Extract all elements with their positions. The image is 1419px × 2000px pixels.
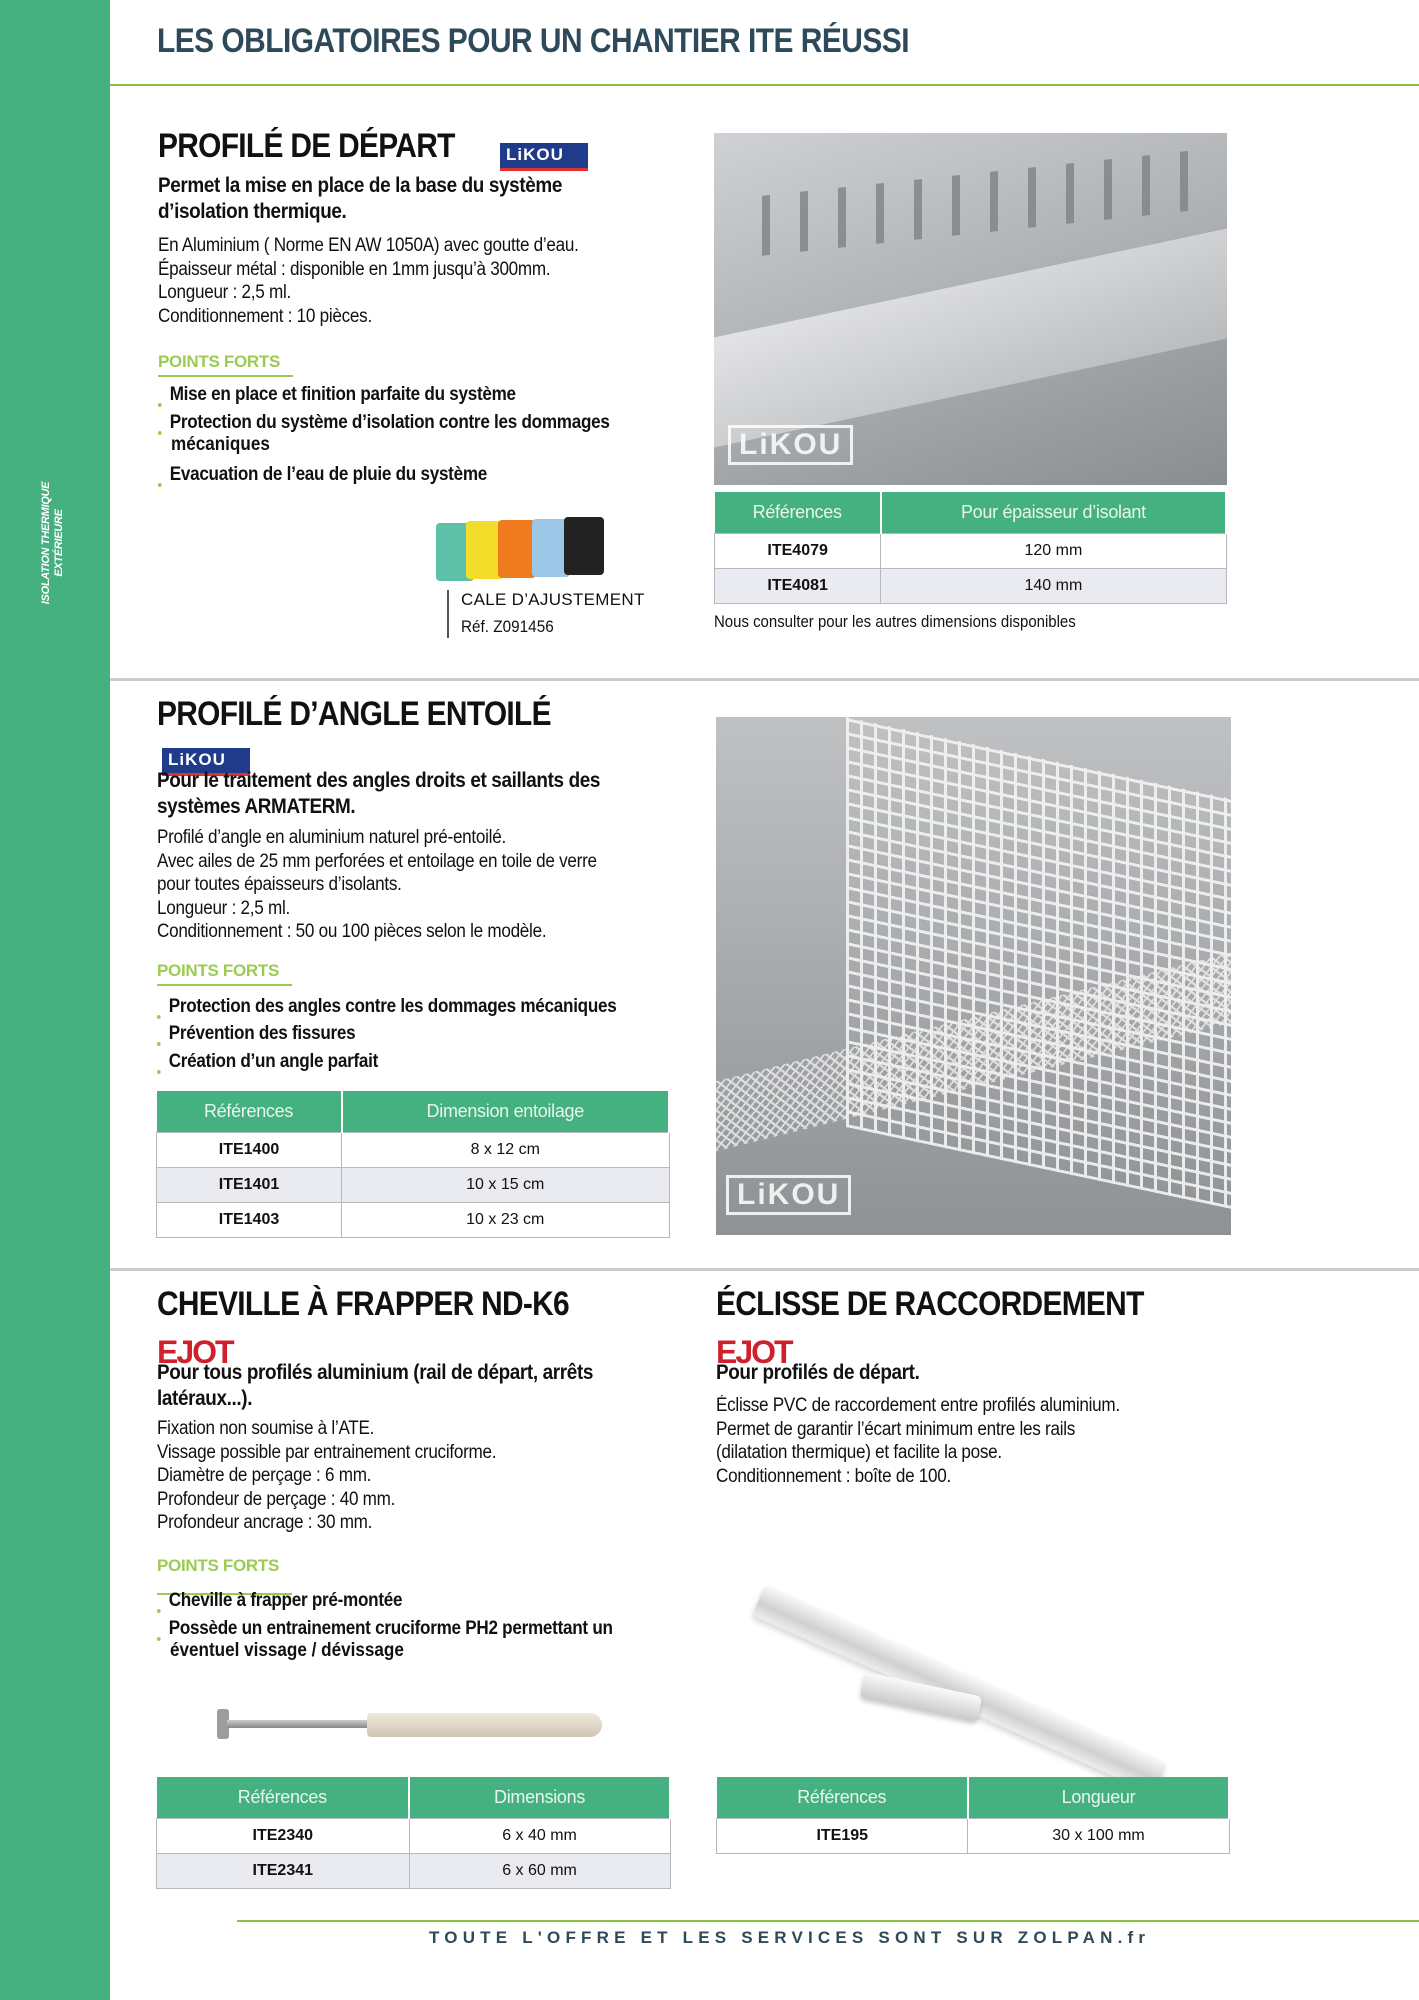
profile-depart-image [714, 133, 1227, 485]
points-forts-label: POINTS FORTS [158, 352, 281, 371]
bullet-item: Possède un entrainement cruciforme PH2 permettant un [157, 1617, 613, 1640]
bullet-item: Protection du système d’isolation contre les dommages [158, 411, 610, 434]
body-line: Conditionnement : boîte de 100. [716, 1465, 952, 1487]
table-row [157, 1132, 670, 1167]
header-divider [110, 84, 1419, 86]
bullet-item: Mise en place et finition parfaite du système [158, 383, 516, 406]
subtitle-line: latéraux...). [157, 1387, 253, 1410]
column-header: Dimensions [409, 1777, 670, 1818]
table-cell: 6 x 60 mm [409, 1853, 670, 1888]
column-header: Pour épaisseur d’isolant [881, 492, 1226, 533]
table-cell: 10 x 15 cm [342, 1167, 669, 1202]
ejot-logo: EJOT [157, 1334, 233, 1370]
body-line: En Aluminium ( Norme EN AW 1050A) avec goutte d’eau. [158, 235, 579, 256]
body-line: Fixation non soumise à l’ATE. [157, 1418, 375, 1439]
body-line: Conditionnement : 10 pièces. [158, 305, 372, 327]
table-row [157, 1818, 671, 1853]
section-body [157, 826, 597, 944]
column-header: Références [157, 1777, 410, 1818]
section-subtitle [716, 1360, 919, 1386]
table-note: Nous consulter pour les autres dimensions disponibles [714, 612, 1076, 631]
table-cell: ITE1401 [157, 1167, 342, 1202]
cale-ref: Réf. Z091456 [461, 617, 554, 636]
section-body [157, 1417, 496, 1535]
references-table-cheville [156, 1777, 671, 1889]
section-subtitle [157, 1360, 593, 1412]
body-line: Longueur : 2,5 ml. [157, 897, 290, 919]
likou-logo: LiKOU [500, 143, 588, 171]
table-cell: ITE4081 [715, 568, 881, 603]
table-cell: 30 x 100 mm [968, 1818, 1229, 1853]
column-header: Références [157, 1091, 342, 1132]
section-divider [110, 678, 1419, 681]
eclisse-image [766, 1544, 1176, 1750]
table-row [715, 533, 1227, 568]
table-cell: ITE4079 [715, 533, 881, 568]
section-body [158, 234, 579, 328]
bullet-item-continuation: éventuel vissage / dévissage [170, 1640, 404, 1661]
points-forts-label: POINTS FORTS [157, 961, 280, 980]
subtitle-line: d’isolation thermique. [158, 200, 347, 223]
section-title-profile-depart: PROFILÉ DE DÉPART [158, 127, 455, 165]
sidebar-label-line1: ISOLATION THERMIQUE [40, 481, 52, 605]
body-line: Profondeur ancrage : 30 mm. [157, 1512, 373, 1534]
sidebar-label [40, 458, 66, 628]
subtitle-line: Pour le traitement des angles droits et saillants des [157, 769, 601, 792]
bullet-item: Prévention des fissures [157, 1022, 355, 1045]
bullet-item-continuation: mécaniques [171, 434, 270, 455]
table-cell: ITE195 [717, 1818, 968, 1853]
body-line: Profilé d’angle en aluminium naturel pré-entoilé. [157, 827, 506, 848]
sidebar-band [0, 0, 110, 2000]
subtitle-line: Pour tous profilés aluminium (rail de départ, arrêts [157, 1361, 594, 1384]
body-line: Avec ailes de 25 mm perforées et entoilage en toile de verre [157, 850, 597, 872]
subtitle-line: systèmes ARMATERM. [157, 795, 356, 818]
section-title-cheville: CHEVILLE À FRAPPER ND-K6 [157, 1285, 570, 1323]
table-cell: 140 mm [881, 568, 1226, 603]
bullet-item: Protection des angles contre les dommages mécaniques [157, 995, 617, 1018]
table-cell: 8 x 12 cm [342, 1132, 669, 1167]
body-line: (dilatation thermique) et facilite la pose. [716, 1442, 1002, 1464]
section-subtitle [157, 768, 600, 820]
likou-logo: LiKOU [162, 748, 250, 776]
table-cell: ITE1400 [157, 1132, 342, 1167]
cale-ajustement-image [436, 517, 626, 587]
section-divider [110, 1268, 1419, 1271]
body-line: Vissage possible par entrainement cruciforme. [157, 1441, 497, 1463]
body-line: Éclisse PVC de raccordement entre profilés aluminium. [716, 1395, 1120, 1416]
bullet-item: Cheville à frapper pré-montée [157, 1589, 402, 1612]
cale-name: CALE D’AJUSTEMENT [461, 590, 645, 609]
table-cell: 6 x 40 mm [409, 1818, 670, 1853]
section-body [716, 1394, 1120, 1488]
footer-link-text[interactable]: TOUTE L'OFFRE ET LES SERVICES SONT SUR ZOLPAN.fr [429, 1928, 1151, 1947]
body-line: Conditionnement : 50 ou 100 pièces selon le modèle. [157, 921, 547, 943]
cale-divider [447, 590, 449, 638]
body-line: Épaisseur métal : disponible en 1mm jusqu’à 300mm. [158, 258, 551, 280]
bullet-item: Création d’un angle parfait [157, 1050, 378, 1073]
profile-angle-image [716, 717, 1231, 1235]
references-table-eclisse [716, 1777, 1230, 1854]
body-line: pour toutes épaisseurs d’isolants. [157, 874, 402, 896]
sidebar-label-line2: EXTÉRIEURE [53, 509, 65, 577]
likou-watermark: LiKOU [728, 425, 853, 465]
table-row [157, 1167, 670, 1202]
references-table-profile-angle [156, 1091, 670, 1238]
points-forts-underline [157, 984, 292, 986]
body-line: Diamètre de perçage : 6 mm. [157, 1465, 372, 1487]
table-cell: 120 mm [881, 533, 1226, 568]
subtitle-line: Pour profilés de départ. [716, 1361, 920, 1384]
references-table-profile-depart [714, 492, 1227, 604]
body-line: Profondeur de perçage : 40 mm. [157, 1488, 396, 1510]
table-row [157, 1853, 671, 1888]
ejot-logo: EJOT [716, 1334, 792, 1370]
page-title: LES OBLIGATOIRES POUR UN CHANTIER ITE RÉUSSI [157, 22, 909, 60]
section-title-profile-angle: PROFILÉ D’ANGLE ENTOILÉ [157, 695, 551, 733]
table-cell: ITE2341 [157, 1853, 410, 1888]
section-subtitle [158, 173, 562, 225]
points-forts-label: POINTS FORTS [157, 1556, 280, 1575]
column-header: Références [715, 492, 881, 533]
cheville-image [217, 1705, 602, 1745]
body-line: Permet de garantir l’écart minimum entre les rails [716, 1418, 1076, 1440]
table-row [715, 568, 1227, 603]
table-cell: 10 x 23 cm [342, 1202, 669, 1237]
body-line: Longueur : 2,5 ml. [158, 282, 291, 304]
bullet-item: Evacuation de l’eau de pluie du système [158, 463, 487, 486]
column-header: Références [717, 1777, 968, 1818]
table-cell: ITE1403 [157, 1202, 342, 1237]
table-row [717, 1818, 1230, 1853]
likou-watermark: LiKOU [726, 1175, 851, 1215]
table-cell: ITE2340 [157, 1818, 410, 1853]
section-title-eclisse: ÉCLISSE DE RACCORDEMENT [716, 1285, 1144, 1323]
column-header: Longueur [968, 1777, 1229, 1818]
subtitle-line: Permet la mise en place de la base du système [158, 174, 563, 197]
footer-divider [237, 1920, 1419, 1922]
points-forts-underline [158, 375, 293, 377]
table-row [157, 1202, 670, 1237]
column-header: Dimension entoilage [342, 1091, 669, 1132]
